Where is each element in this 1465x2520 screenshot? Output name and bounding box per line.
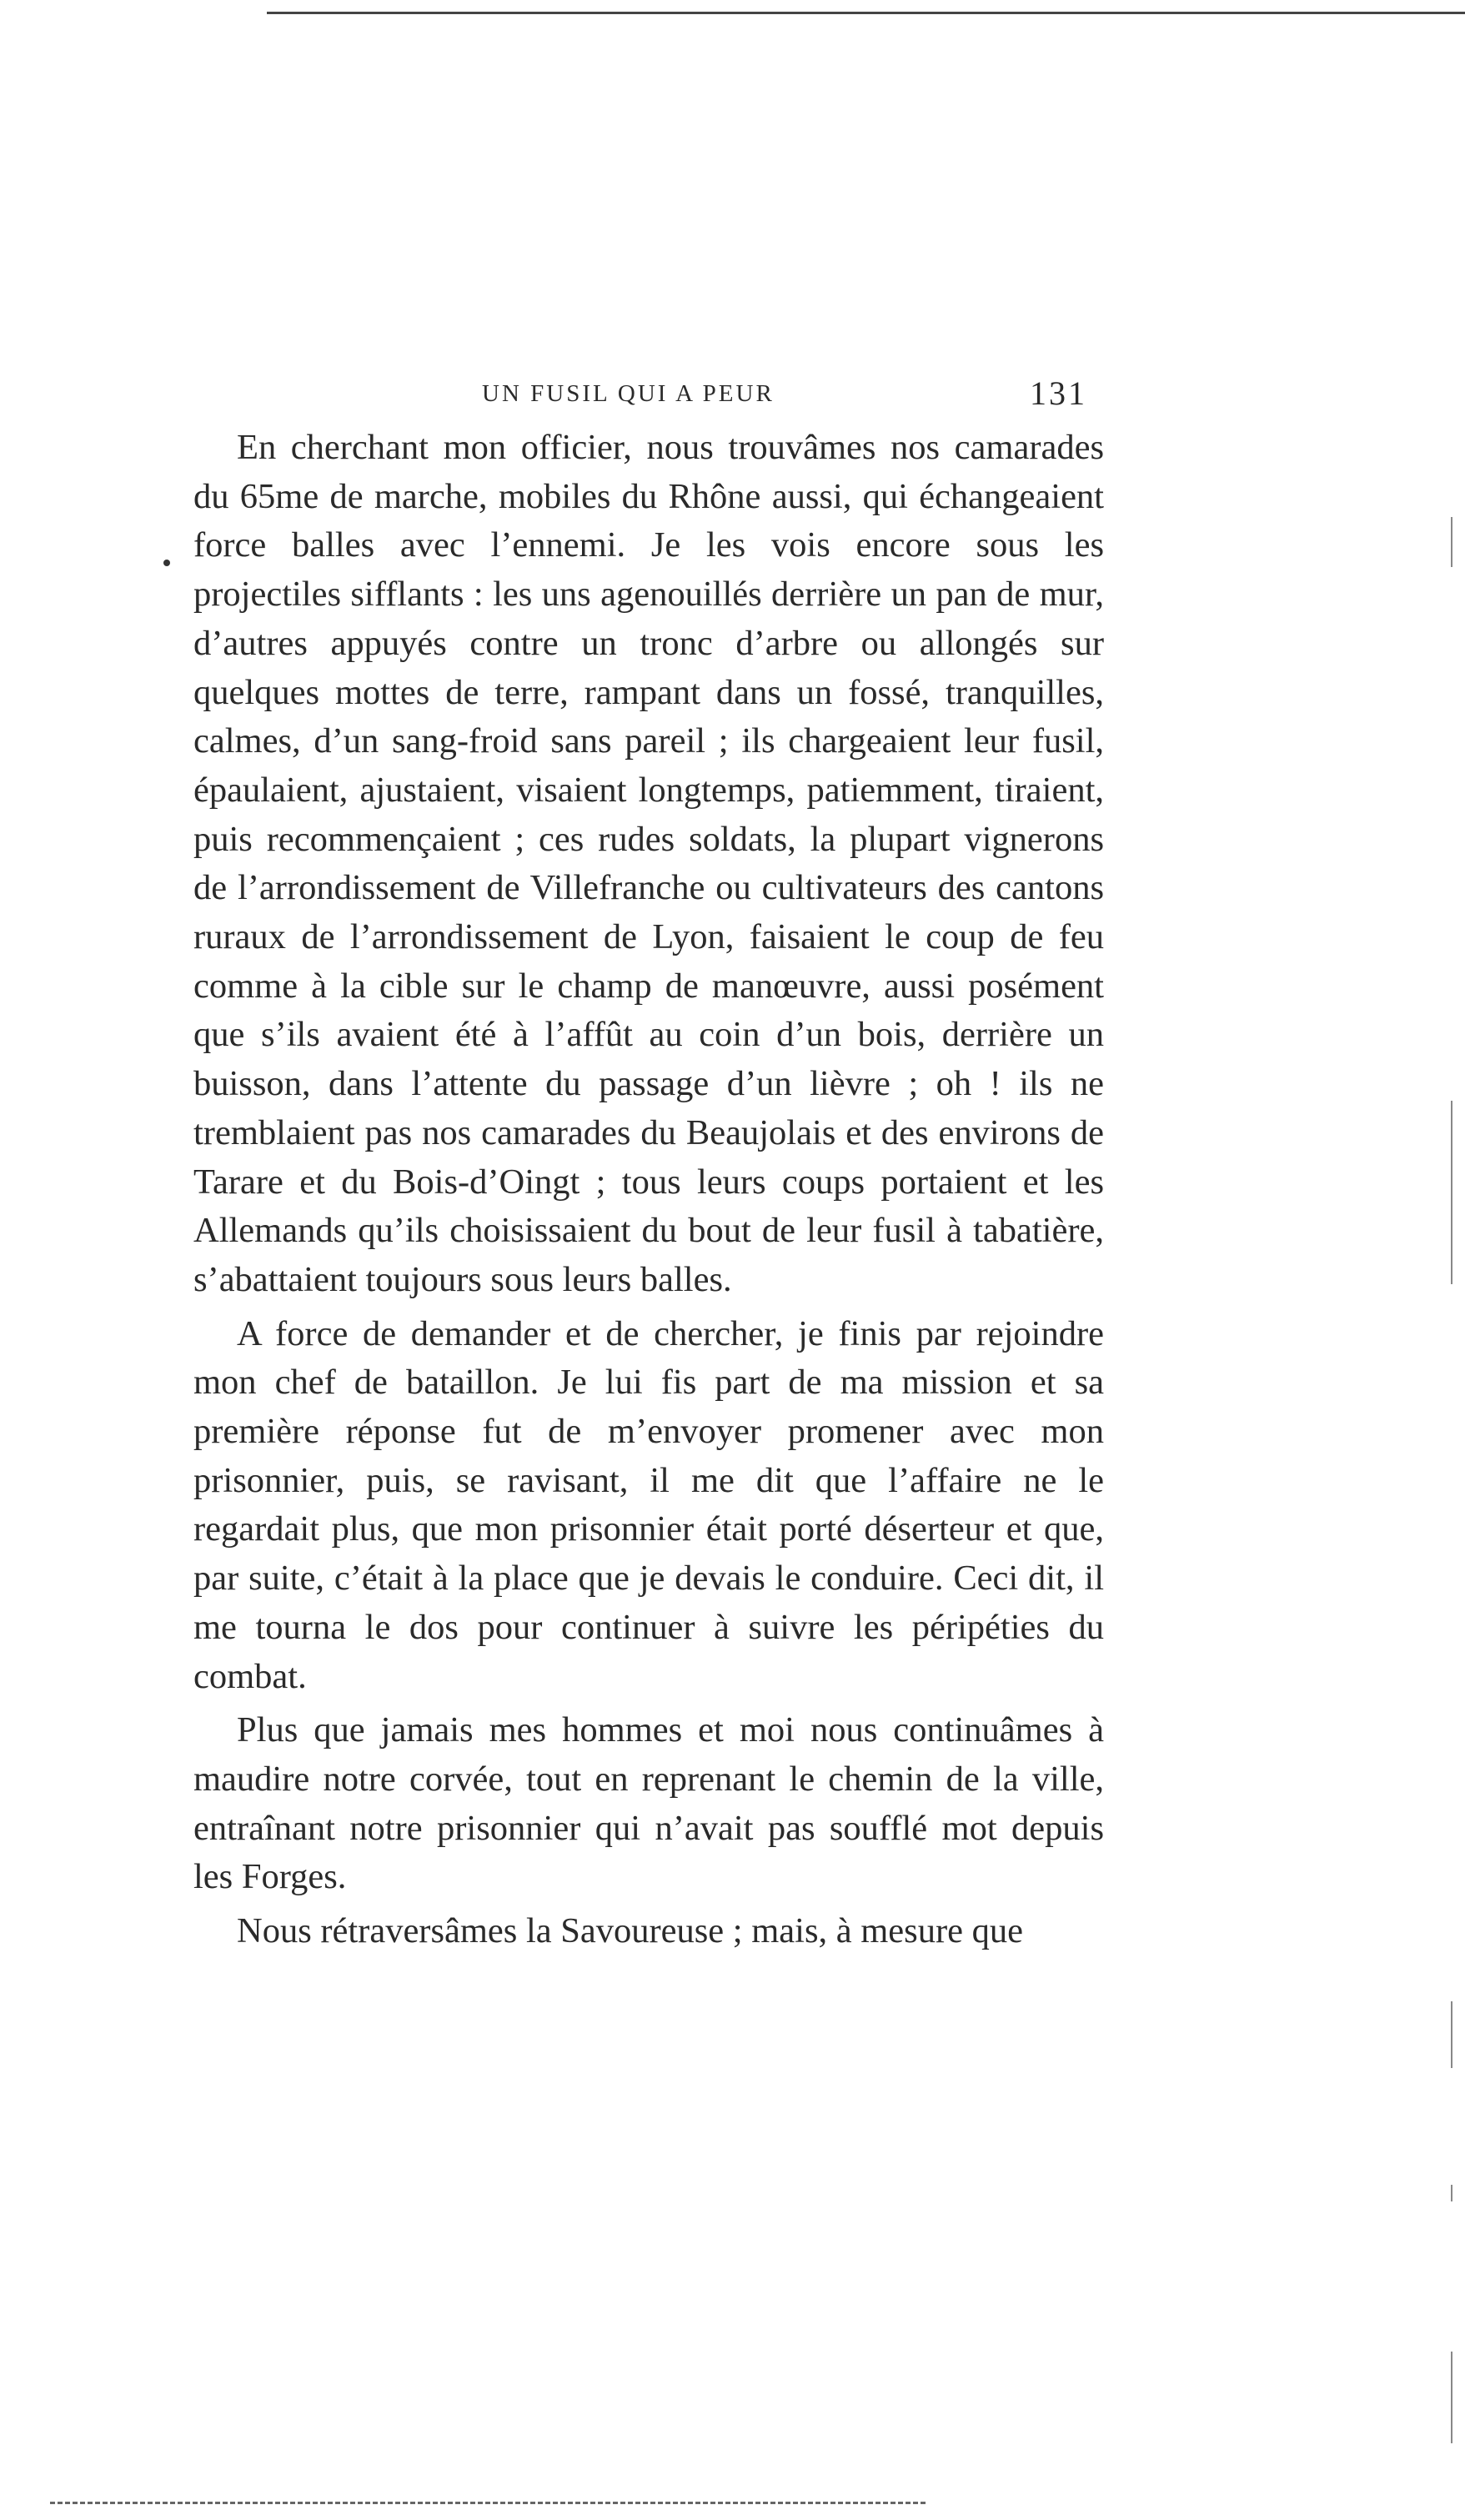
margin-ink-dot [163, 560, 170, 566]
book-page [193, 367, 1104, 1961]
scan-top-edge-line [267, 12, 1465, 14]
paragraph: A force de demander et de chercher, je finis par rejoindre mon chef de bataillon. Je lui fis part de ma mission et sa première réponse fut de m’envoyer promener avec mon prisonnier, puis, se ravisant, il me dit que l’affaire ne le regardait plus, que mon prisonnier était porté déserteur et que, par suite, c’était à la place que je devais le conduire. Ceci dit, il me tourna le dos pour continuer à suivre les péripéties du combat. [193, 1313, 1104, 1696]
scan-edge-mark [1451, 517, 1452, 567]
paragraph: Nous rétraversâmes la Savoureuse ; mais, à mesure que [237, 1911, 1023, 1951]
running-head [193, 367, 1104, 417]
page-number: 131 [1030, 374, 1087, 412]
scan-edge-mark [1451, 1101, 1452, 1284]
scan-edge-mark [1451, 2185, 1452, 2201]
running-title: UN FUSIL QUI A PEUR [482, 380, 775, 407]
paragraph: En cherchant mon officier, nous trouvâmes nos camarades du 65me de marche, mobiles du Rhône aussi, qui échangeaient force balles avec l’ennemi. Je les vois encore sous les projectiles sifflants : les uns agenouillés derrière un pan de mur, d’autres appuyés contre un tronc d’arbre ou allongés sur quelques mottes de terre, rampant dans un fossé, tranquilles, calmes, d’un sang-froid sans pareil ; ils chargeaient leur fusil, épaulaient, ajustaient, visaient longtemps, patiemment, tiraient, puis recommençaient ; ces rudes soldats, la plupart vignerons de l’arrondissement de Villefranche ou cultivateurs des cantons ruraux de l’arrondissement de Lyon, faisaient le coup de feu comme à la cible sur le champ de manœuvre, aussi posément que s’ils avaient été à l’affût au coin d’un bois, derrière un buisson, dans l’attente du passage d’un lièvre ; oh ! ils ne tremblaient pas nos camarades du Beaujolais et des environs de Tarare et du Bois-d’Oingt ; tous leurs coups portaient et les Allemands qu’ils choisissaient du bout de leur fusil à tabatière, s’abattaient toujours sous leurs balles. [193, 428, 1104, 1299]
scan-edge-mark [1451, 2001, 1452, 2068]
scan-edge-mark [1451, 2352, 1452, 2443]
paragraph: Plus que jamais mes hommes et moi nous continuâmes à maudire notre corvée, tout en reprenant le chemin de la ville, entraînant notre prisonnier qui n’avait pas soufflé mot depuis les Forges. [193, 1710, 1104, 1897]
body-text [193, 424, 1104, 1956]
scan-bottom-edge-line [50, 2502, 926, 2504]
